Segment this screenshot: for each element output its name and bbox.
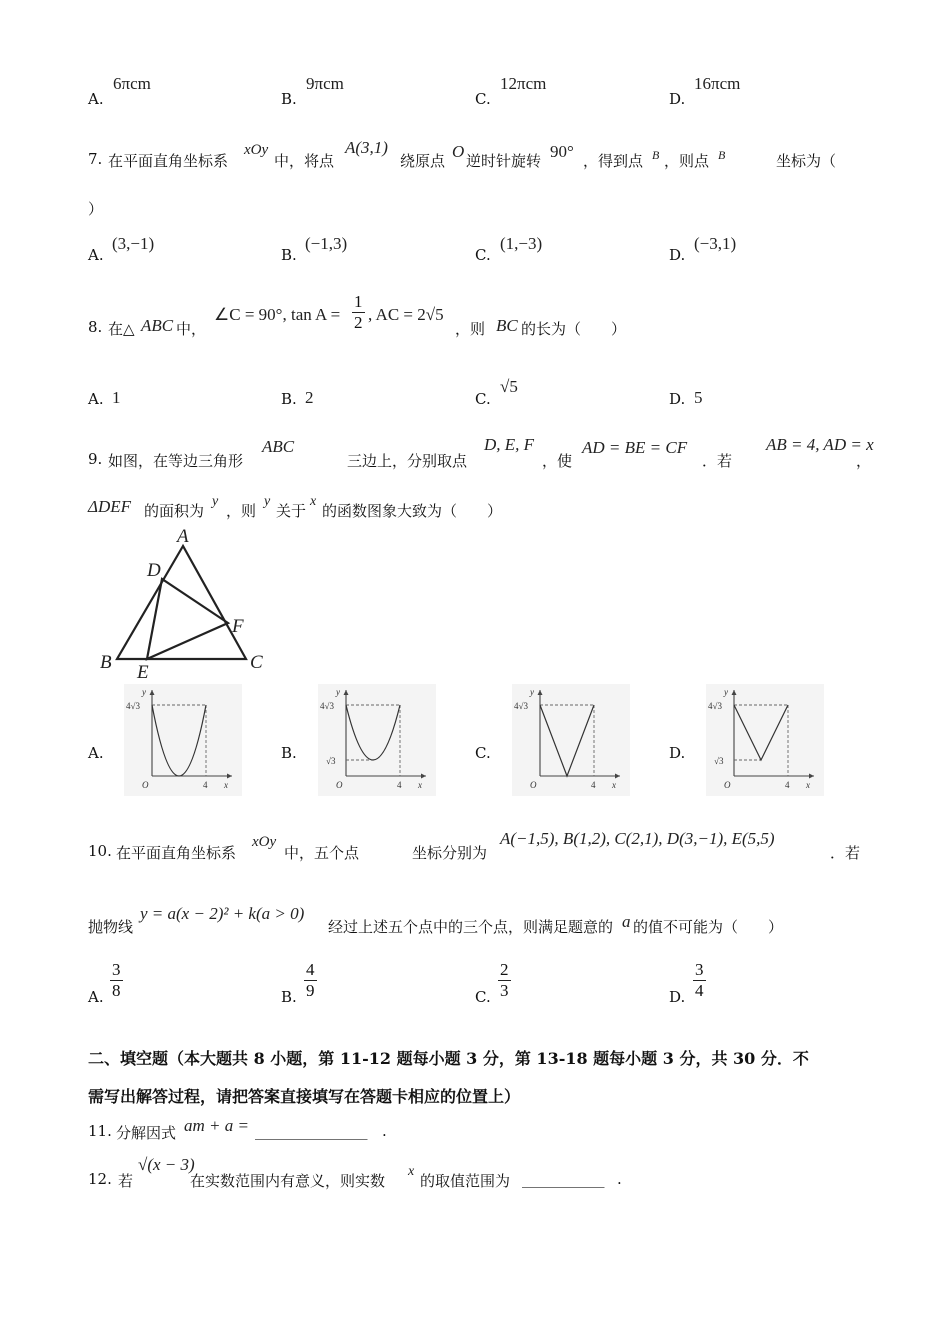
q11-answer-blank[interactable]: _______________ (255, 1122, 368, 1140)
triangle-abc (117, 546, 246, 659)
origin-label: O (336, 780, 343, 790)
q8-math-ac: , AC = 2√5 (368, 305, 444, 324)
triangle-def (147, 579, 228, 659)
q7-math-o: O (452, 142, 465, 161)
q9-math-equal-lengths: AD = BE = CF (582, 438, 688, 457)
q12-number: 12. (88, 1170, 112, 1188)
label-e: E (137, 662, 149, 683)
q10-number: 10. (88, 842, 112, 860)
q10-text: 经过上述五个点中的三个点，则满足题意的 (328, 918, 614, 936)
q7-math-b: B (652, 148, 660, 162)
origin-label: O (530, 780, 537, 790)
q9-text: ，使 (542, 452, 573, 470)
q11-number: 11. (88, 1122, 112, 1140)
q7-option-a-text: (3,−1) (112, 234, 155, 253)
fraction-denominator: 9 (306, 981, 315, 1000)
q6-option-a-letter: A. (88, 90, 104, 108)
fraction-denominator: 4 (695, 981, 704, 1000)
q9-math-def: D, E, F (484, 435, 535, 454)
q9-option-a-graph (124, 684, 242, 796)
x-tick-4: 4 (591, 780, 596, 790)
fraction-numerator: 4 (306, 960, 315, 979)
q7-option-c-letter: C. (475, 246, 491, 264)
q10-option-a-letter: A. (88, 988, 104, 1006)
q7-option-b-letter: B. (281, 246, 297, 264)
x-axis-label: x (418, 780, 422, 790)
q10-math-xoy: xOy (252, 834, 277, 850)
q9-text: 的函数图象大致为（ ） (322, 502, 503, 520)
q9-text: ， (856, 452, 872, 470)
q10-option-d-fraction (693, 960, 706, 1001)
q7-math-angle: 90° (550, 142, 574, 161)
q6-option-c-letter: C. (475, 90, 491, 108)
q7-text: 中，将点 (274, 152, 335, 170)
q8-number: 8. (88, 318, 103, 336)
q10-option-c-letter: C. (475, 988, 491, 1006)
q10-text: 的值不可能为（ ） (633, 918, 784, 936)
q11-text: 分解因式 (116, 1124, 177, 1142)
q9-option-b-letter: B. (281, 744, 297, 762)
q7-text: 绕原点 (400, 152, 446, 170)
y-axis-label: y (724, 687, 728, 697)
q10-text: 坐标分别为 (412, 844, 488, 862)
q8-fraction-numerator: 1 (354, 292, 363, 311)
label-a: A (177, 526, 189, 547)
q7-option-b-text: (−1,3) (305, 234, 348, 253)
q12-text: . (617, 1170, 622, 1188)
q9-math-x: x (310, 494, 317, 509)
q12-text: 在实数范围内有意义，则实数 (190, 1172, 386, 1190)
q9-math-y: y (264, 494, 271, 509)
q7-text: ，得到点 (583, 152, 644, 170)
fraction-numerator: 3 (695, 960, 704, 979)
q9-math-y: y (212, 494, 219, 509)
q9-math-def-triangle: ΔDEF (88, 497, 132, 516)
q8-option-b-text: 2 (305, 388, 314, 407)
y-tick-top: 4√3 (320, 701, 334, 711)
q8-fraction-denominator: 2 (354, 313, 363, 332)
x-tick-4: 4 (397, 780, 402, 790)
q7-math-b: B (718, 148, 726, 162)
q6-option-a-text: 6πcm (113, 74, 151, 93)
q7-text: 逆时针旋转 (466, 152, 542, 170)
y-tick-top: 4√3 (126, 701, 140, 711)
label-c: C (250, 652, 263, 673)
q9-option-c-letter: C. (475, 744, 491, 762)
q8-option-a-letter: A. (88, 390, 104, 408)
q7-math-point-a: A(3,1) (345, 138, 388, 157)
q8-math-condition: ∠C = 90°, tan A = (214, 305, 341, 324)
x-tick-4: 4 (203, 780, 208, 790)
q6-option-c-text: 12πcm (500, 74, 547, 93)
q12-answer-blank[interactable]: ___________ (522, 1170, 605, 1188)
q7-option-d-text: (−3,1) (694, 234, 737, 253)
section-2-line-1: 二、填空题（本大题共 8 小题，第 11-12 题每小题 3 分，第 13-18 题每小题 3 分，共 30 分．不 (88, 1049, 809, 1068)
section-2-line-2: 需写出解答过程，请把答案直接填写在答题卡相应的位置上） (88, 1087, 521, 1106)
q9-option-a-letter: A. (88, 744, 104, 762)
q7-text: 坐标为（ (776, 152, 837, 170)
q9-text: 关于 (276, 502, 307, 520)
q8-fraction (352, 292, 365, 333)
q8-text: 在△ (108, 320, 135, 338)
q9-math-lengths: AB = 4, AD = x (766, 435, 874, 454)
q7-text: ） (88, 200, 104, 218)
q9-text: 如图，在等边三角形 (108, 452, 244, 470)
q11-math-expression: am + a = (184, 1116, 249, 1135)
q10-math-points: A(−1,5), B(1,2), C(2,1), D(3,−1), E(5,5) (500, 829, 775, 848)
q6-option-b-letter: B. (281, 90, 297, 108)
fraction-denominator: 3 (500, 981, 509, 1000)
x-axis-label: x (806, 780, 810, 790)
x-axis-label: x (612, 780, 616, 790)
y-tick-top: 4√3 (514, 701, 528, 711)
label-d: D (147, 560, 161, 581)
q7-text: 在平面直角坐标系 (108, 152, 229, 170)
q9-text: 三边上，分别取点 (347, 452, 468, 470)
q12-text: 若 (118, 1172, 134, 1190)
fraction-numerator: 3 (112, 960, 121, 979)
q7-option-a-letter: A. (88, 246, 104, 264)
q7-math-xoy: xOy (244, 142, 269, 158)
q8-math-bc: BC (496, 316, 518, 335)
q6-option-d-text: 16πcm (694, 74, 741, 93)
q8-option-b-letter: B. (281, 390, 297, 408)
q10-text: ．若 (830, 844, 861, 862)
q9-text: ．若 (702, 452, 733, 470)
y-tick-top: 4√3 (708, 701, 722, 711)
q8-text: 的长为（ ） (521, 320, 627, 338)
q10-text: 抛物线 (88, 918, 134, 936)
q8-option-c-text: √5 (500, 377, 518, 396)
q9-option-b-graph (318, 684, 436, 796)
q10-option-c-fraction (498, 960, 511, 1001)
y-tick-low: √3 (326, 756, 336, 766)
q11-text: . (382, 1122, 387, 1140)
q6-option-d-letter: D. (669, 90, 686, 108)
q7-number: 7. (88, 150, 103, 168)
q8-option-d-text: 5 (694, 388, 703, 407)
q10-math-a: a (622, 912, 631, 931)
origin-label: O (142, 780, 149, 790)
q12-math-x: x (408, 1164, 415, 1179)
y-tick-low: √3 (714, 756, 724, 766)
q12-math-sqrt: √(x − 3) (138, 1155, 195, 1174)
y-axis-label: y (530, 687, 534, 697)
triangle-figure (96, 525, 286, 685)
q8-option-c-letter: C. (475, 390, 491, 408)
q10-option-a-fraction (110, 960, 123, 1001)
q8-text: ，则 (455, 320, 486, 338)
q10-option-b-letter: B. (281, 988, 297, 1006)
q9-math-abc: ABC (262, 437, 295, 456)
x-axis-label: x (224, 780, 228, 790)
q10-option-b-fraction (304, 960, 317, 1001)
x-tick-4: 4 (785, 780, 790, 790)
q10-text: 在平面直角坐标系 (116, 844, 237, 862)
q10-option-d-letter: D. (669, 988, 686, 1006)
fraction-denominator: 8 (112, 981, 121, 1000)
q8-option-a-text: 1 (112, 388, 121, 407)
q8-option-d-letter: D. (669, 390, 686, 408)
q9-number: 9. (88, 450, 103, 468)
fraction-numerator: 2 (500, 960, 509, 979)
q7-option-d-letter: D. (669, 246, 686, 264)
q10-math-parabola: y = a(x − 2)² + k(a > 0) (140, 904, 305, 923)
q10-text: 中，五个点 (284, 844, 360, 862)
label-b: B (100, 652, 112, 673)
q9-text: ，则 (226, 502, 257, 520)
label-f: F (232, 616, 244, 637)
q9-option-d-letter: D. (669, 744, 686, 762)
q9-option-c-graph (512, 684, 630, 796)
q8-text: 中， (176, 320, 207, 338)
origin-label: O (724, 780, 731, 790)
q9-option-d-graph (706, 684, 824, 796)
y-axis-label: y (336, 687, 340, 697)
y-axis-label: y (142, 687, 146, 697)
q12-text: 的取值范围为 (420, 1172, 511, 1190)
q7-text: ，则点 (664, 152, 710, 170)
q9-text: 的面积为 (144, 502, 205, 520)
q6-option-b-text: 9πcm (306, 74, 344, 93)
q8-math-abc: ABC (141, 316, 174, 335)
q7-option-c-text: (1,−3) (500, 234, 543, 253)
